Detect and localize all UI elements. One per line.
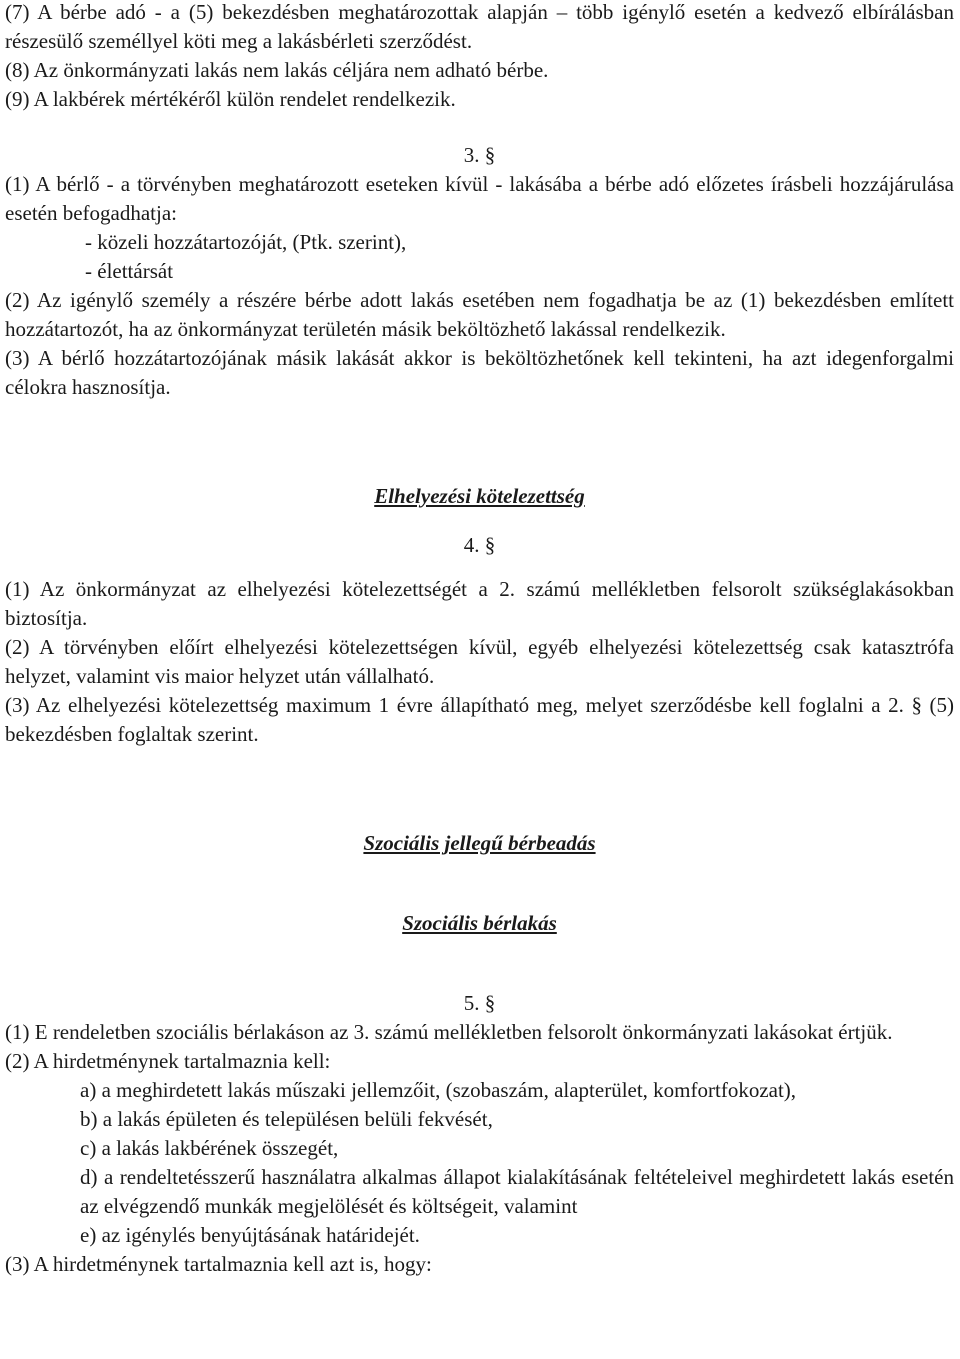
section-5-paragraph-1: (1) E rendeletben szociális bérlakáson az 3. számú mellékletben felsorolt önkormányzati lakásokat értjük. bbox=[5, 1020, 893, 1044]
section-5-item-e: e) az igénylés benyújtásának határidejét. bbox=[80, 1223, 420, 1247]
section-4-paragraph-2: (2) A törvényben előírt elhelyezési kötelezettségen kívül, egyéb elhelyezési kötelezettség csak katasztrófa helyzet, valamint vis maior helyzet után vállalható. bbox=[5, 635, 954, 688]
section-4-paragraph-3: (3) Az elhelyezési kötelezettség maximum 1 évre állapítható meg, melyet szerződésbe kell foglalni a 2. § (5) bekezdésben foglaltak szerint. bbox=[5, 693, 954, 746]
section-3-item-1: - közeli hozzátartozóját, (Ptk. szerint), bbox=[85, 230, 407, 254]
section-3-paragraph-2: (2) Az igénylő személy a részére bérbe adott lakás esetében nem fogadhatja be az (1) bekezdésben említett hozzátartozót, ha az önkormányzat területén másik beköltözhető lakással rendelkezik. bbox=[5, 288, 954, 341]
section-3-paragraph-3: (3) A bérlő hozzátartozójának másik lakását akkor is beköltözhetőnek kell tekinteni, ha azt idegenforgalmi célokra hasznosítja. bbox=[5, 346, 954, 399]
section-3-mark: 3. § bbox=[463, 143, 496, 167]
section-5-heading-2: Szociális bérlakás bbox=[402, 911, 557, 935]
paragraph-9: (9) A lakbérek mértékéről külön rendelet rendelkezik. bbox=[5, 87, 456, 111]
section-5-item-b: b) a lakás épületen és településen belüli fekvését, bbox=[80, 1107, 493, 1131]
paragraph-8: (8) Az önkormányzati lakás nem lakás céljára nem adható bérbe. bbox=[5, 58, 549, 82]
section-5-paragraph-3: (3) A hirdetménynek tartalmaznia kell azt is, hogy: bbox=[5, 1252, 432, 1276]
section-5-heading-1: Szociális jellegű bérbeadás bbox=[363, 831, 596, 855]
paragraph-7: (7) A bérbe adó - a (5) bekezdésben meghatározottak alapján – több igénylő esetén a kedvező elbírálásban részesülő személlyel köti meg a lakásbérleti szerződést. bbox=[5, 0, 954, 53]
section-4-paragraph-1: (1) Az önkormányzat az elhelyezési kötelezettségét a 2. számú mellékletben felsorolt szükséglakásokban biztosítja. bbox=[5, 577, 954, 630]
section-3-paragraph-1: (1) A bérlő - a törvényben meghatározott eseteken kívül - lakásába a bérbe adó előzetes írásbeli hozzájárulása esetén befogadhatja: bbox=[5, 172, 954, 225]
section-5-item-a: a) a meghirdetett lakás műszaki jellemzőit, (szobaszám, alapterület, komfortfokozat), bbox=[80, 1078, 797, 1102]
section-5-paragraph-2: (2) A hirdetménynek tartalmaznia kell: bbox=[5, 1049, 331, 1073]
section-5-item-d: d) a rendeltetésszerű használatra alkalmas állapot kialakításának feltételeivel meghirdetett lakás esetén az elvégzendő munkák megjelölését és költségeit, valamint bbox=[80, 1165, 954, 1218]
section-5-item-c: c) a lakás lakbérének összegét, bbox=[80, 1136, 339, 1160]
section-4-heading: Elhelyezési kötelezettség bbox=[374, 484, 585, 508]
section-5-mark: 5. § bbox=[463, 991, 496, 1015]
section-4-mark: 4. § bbox=[463, 533, 496, 557]
section-3-item-2: - élettársát bbox=[85, 259, 174, 283]
